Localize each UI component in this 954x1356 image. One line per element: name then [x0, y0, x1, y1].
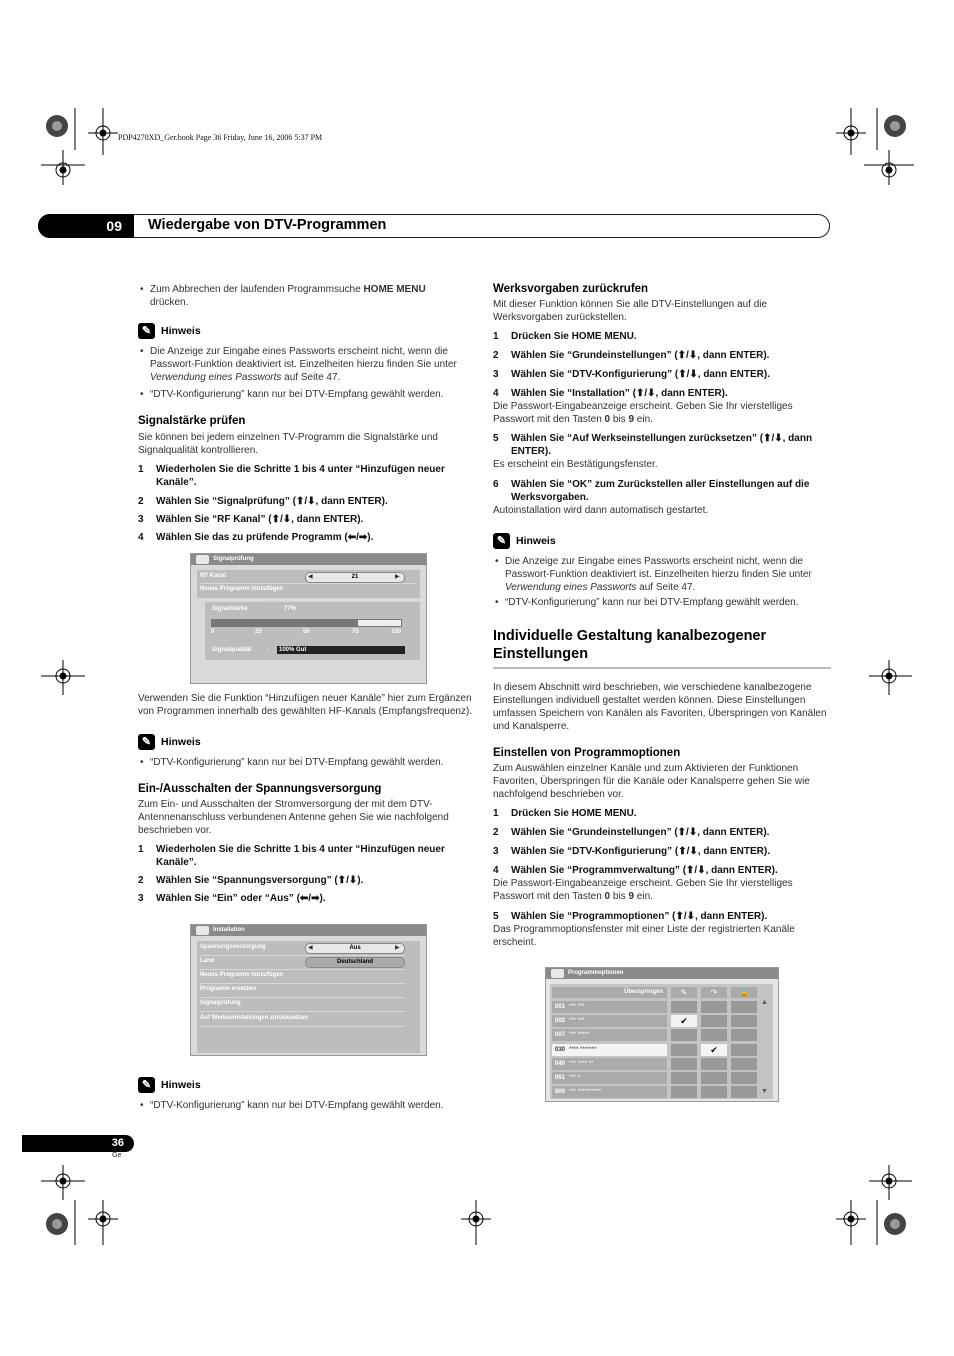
- skip-cell[interactable]: [671, 1015, 697, 1027]
- channel-number: 051: [555, 1075, 566, 1081]
- options-screen-title: Programmoptionen: [546, 968, 778, 979]
- note-pencil-icon: ✎: [138, 734, 155, 750]
- channel-name: *** *****: [569, 1032, 590, 1039]
- power-step-2: 2 Wählen Sie “Spannungsversorgung” (⬆/⬇).: [138, 875, 364, 886]
- lock-cell[interactable]: [731, 1072, 757, 1084]
- installation-screen: [190, 924, 427, 1056]
- signal-step-4: 4 Wählen Sie das zu prüfende Programm (⬅/➡).: [138, 532, 374, 543]
- reset-password-text: Die Passwort-Eingabeanzeige erscheint. Geben Sie Ihr vierstelliges Passwort mit den Tasten 0 bis 9 ein.: [493, 401, 793, 425]
- note-dtv-bullet-2: • “DTV-Konfigurierung” kann nur bei DTV-Empfang gewählt werden.: [138, 756, 478, 769]
- signal-body: Sie können bei jedem einzelnen TV-Programm die Signalstärke und Signalqualität kontrollieren.: [138, 432, 438, 456]
- reset-confirm-text: Es erscheint ein Bestätigungsfenster.: [493, 459, 658, 470]
- install-row-add[interactable]: Neues Programm hinzufügen: [200, 972, 405, 984]
- install-row-signal[interactable]: Signalprüfung: [200, 1000, 405, 1012]
- left-column-bottom: [138, 1077, 478, 1112]
- skip-cell[interactable]: [671, 1029, 697, 1041]
- channel-name: *** *: [569, 1075, 581, 1081]
- favorite-cell[interactable]: [701, 1029, 727, 1041]
- signal-screen-title: Signalprüfung: [191, 554, 426, 565]
- signal-test-screen: [190, 553, 427, 684]
- install-row-replace[interactable]: Programm ersetzen: [200, 986, 405, 998]
- options-step-1: 1 Drücken Sie HOME MENU.: [493, 808, 637, 819]
- note-pencil-icon: ✎: [138, 323, 155, 339]
- power-step-1: 1 Wiederholen Sie die Schritte 1 bis 4 unter “Hinzufügen neuer Kanäle”.: [138, 844, 445, 868]
- rf-channel-row: RF Kanal: [200, 573, 415, 584]
- pencil-icon: ✎: [671, 987, 697, 998]
- skip-cell[interactable]: [671, 1044, 697, 1056]
- channel-number: 030: [555, 1046, 566, 1053]
- skip-cell[interactable]: [671, 1001, 697, 1013]
- cancel-search-bullet: • Zum Abbrechen der laufenden Programmsuche HOME MENU drücken.: [138, 283, 478, 309]
- country-value[interactable]: Deutschland: [305, 957, 405, 968]
- note-dtv-bullet: • “DTV-Konfigurierung” kann nur bei DTV-Empfang gewählt werden.: [138, 388, 478, 401]
- strength-label: Signalstärke: [212, 606, 248, 612]
- chapter-title: Wiedergabe von DTV-Programmen: [148, 217, 387, 233]
- reset-step-4: 4 Wählen Sie “Installation” (⬆/⬇, dann ENTER).: [493, 388, 728, 399]
- options-step-3: 3 Wählen Sie “DTV-Konfigurierung” (⬆/⬇, dann ENTER).: [493, 846, 770, 857]
- installation-screen-title: Installation: [191, 925, 426, 936]
- options-step-4: 4 Wählen Sie “Programmverwaltung” (⬆/⬇, dann ENTER).: [493, 865, 778, 876]
- favorite-cell[interactable]: [701, 1086, 727, 1098]
- power-value[interactable]: Aus: [305, 943, 405, 954]
- scroll-up-icon[interactable]: ▲: [761, 999, 768, 1006]
- reset-step-6: 6 Wählen Sie “OK” zum Zurückstellen aller Einstellungen auf die Werksvorgaben.: [493, 479, 810, 503]
- favorite-cell[interactable]: [701, 1015, 727, 1027]
- channel-name: *** **********: [569, 1089, 602, 1096]
- table-row[interactable]: [552, 1058, 667, 1070]
- signal-step-3: 3 Wählen Sie “RF Kanal” (⬆/⬇, dann ENTER).: [138, 514, 364, 525]
- favorite-cell[interactable]: [701, 1072, 727, 1084]
- add-program-row[interactable]: Neues Programm hinzufügen: [200, 586, 284, 592]
- signal-step-2: 2 Wählen Sie “Signalprüfung” (⬆/⬇, dann ENTER).: [138, 496, 388, 507]
- arrow-left-icon[interactable]: ◀: [308, 574, 313, 580]
- note-heading-4: ✎ Hinweis: [493, 533, 831, 549]
- lock-cell[interactable]: [731, 1029, 757, 1041]
- page-number: 36: [22, 1135, 134, 1152]
- note-heading-3: ✎ Hinweis: [138, 1077, 478, 1093]
- reset-step-1: 1 Drücken Sie HOME MENU.: [493, 331, 637, 342]
- skip-cell[interactable]: [671, 1058, 697, 1070]
- skip-cell[interactable]: [671, 1086, 697, 1098]
- skip-cell[interactable]: [671, 1072, 697, 1084]
- left-column: [138, 283, 478, 544]
- power-body: Zum Ein- und Ausschalten der Stromversorgung der mit dem DTV-Antennenanschluss verbundenen Antenne gehen Sie wie nachfolgend beschrieben vor.: [138, 799, 449, 836]
- program-options-screen: [545, 967, 779, 1102]
- table-row[interactable]: [552, 1086, 667, 1098]
- options-step-2: 2 Wählen Sie “Grundeinstellungen” (⬆/⬇, dann ENTER).: [493, 827, 770, 838]
- options-step-5: 5 Wählen Sie “Programmoptionen” (⬆/⬇, dann ENTER).: [493, 911, 768, 922]
- table-row[interactable]: [552, 1029, 667, 1041]
- file-header: PDP4270XD_Ger.book Page 36 Friday, June 16, 2006 5:37 PM: [118, 133, 323, 142]
- note-heading: ✎ Hinweis: [138, 323, 478, 339]
- note-password-bullet-2: • Die Anzeige zur Eingabe eines Passworts erscheint nicht, wenn die Passwort-Funktion deaktiviert ist. Einzelheiten hierzu finden Sie unter Verwendung eines Passworts auf Seite 47.: [493, 555, 831, 594]
- checkmark-icon: ✔: [710, 1044, 718, 1055]
- strength-value: 77%: [284, 606, 297, 612]
- quality-label: Signalqualität: [212, 647, 252, 653]
- options-header-skip: Überspringen: [552, 987, 667, 998]
- signal-step-1: 1 Wiederholen Sie die Schritte 1 bis 4 unter “Hinzufügen neuer Kanäle”.: [138, 464, 445, 488]
- signal-after-text: Verwenden Sie die Funktion “Hinzufügen neuer Kanäle” hier zum Ergänzen von Programmen innerhalb des gewählten HF-Kanals (Empfangsfrequenz).: [138, 693, 473, 717]
- scroll-down-icon[interactable]: ▼: [761, 1088, 768, 1095]
- lock-cell[interactable]: [731, 1058, 757, 1070]
- rf-channel-value[interactable]: 21: [305, 572, 405, 583]
- section-body: In diesem Abschnitt wird beschrieben, wie verschiedene kanalbezogene Einstellungen individuell gestaltet werden können. Diese Einstellungen umfassen Speichern von Kanälen als Favoriten, Überspringen von Kanälen und Kanalsperre.: [493, 682, 827, 732]
- power-heading: Ein-/Ausschalten der Spannungsversorgung: [138, 783, 382, 795]
- note-heading-2: ✎ Hinweis: [138, 734, 478, 750]
- note-dtv-bullet-3: • “DTV-Konfigurierung” kann nur bei DTV-Empfang gewählt werden.: [138, 1099, 478, 1112]
- reset-step-2: 2 Wählen Sie “Grundeinstellungen” (⬆/⬇, dann ENTER).: [493, 350, 770, 361]
- lock-cell[interactable]: [731, 1001, 757, 1013]
- channel-number: 007: [555, 1032, 566, 1039]
- page-language: Ge: [112, 1152, 122, 1159]
- arrow-right-icon[interactable]: ▶: [395, 945, 400, 951]
- reset-step-3: 3 Wählen Sie “DTV-Konfigurierung” (⬆/⬇, dann ENTER).: [493, 369, 770, 380]
- channel-number: 040: [555, 1060, 566, 1067]
- lock-cell[interactable]: [731, 1086, 757, 1098]
- table-row[interactable]: [552, 1072, 667, 1084]
- channel-number: 002: [555, 1018, 566, 1025]
- channel-name: *** ***: [569, 1004, 585, 1010]
- skip-arrow-icon: ↷: [701, 987, 727, 998]
- strength-scale: 0 25 50 75 100: [211, 629, 402, 635]
- channel-name: **** *******: [569, 1046, 597, 1053]
- strength-separator: :: [271, 606, 273, 612]
- reset-step-5: 5 Wählen Sie “Auf Werkseinstellungen zurücksetzen” (⬆/⬇, dann ENTER).: [493, 433, 813, 457]
- reset-body: Mit dieser Funktion können Sie alle DTV-Einstellungen auf die Werksvorgaben zurückstellen.: [493, 299, 768, 323]
- arrow-left-icon[interactable]: ◀: [308, 945, 313, 951]
- left-column-lower: [138, 692, 478, 905]
- table-row[interactable]: [552, 1001, 667, 1013]
- note-pencil-icon: ✎: [138, 1077, 155, 1093]
- table-row[interactable]: [552, 1015, 667, 1027]
- favorite-cell[interactable]: [701, 1044, 727, 1056]
- install-row-power[interactable]: Spannungsversorgung: [200, 944, 405, 956]
- options-body: Zum Auswählen einzelner Kanäle und zum Aktivieren der Funktionen Favoriten, Überspringen für die Kanäle oder Kanalsperre gehen Sie wie nachfolgend beschrieben vor.: [493, 763, 810, 800]
- install-row-reset[interactable]: Auf Werkseinstellungen zurücksetzen: [200, 1015, 405, 1027]
- channel-number: 800: [555, 1089, 566, 1096]
- note-pencil-icon: ✎: [493, 533, 510, 549]
- strength-meter-fill: [212, 620, 358, 626]
- note-password-bullet: • Die Anzeige zur Eingabe eines Passworts erscheint nicht, wenn die Passwort-Funktion deaktiviert ist. Einzelheiten hierzu finden Sie unter Verwendung eines Passworts auf Seite 47.: [138, 345, 478, 384]
- checkmark-icon: ✔: [680, 1016, 688, 1027]
- lock-cell[interactable]: [731, 1044, 757, 1056]
- options-after-text: Das Programmoptionsfenster mit einer Liste der registrierten Kanäle erscheint.: [493, 924, 795, 948]
- table-row[interactable]: [552, 1044, 667, 1056]
- install-row-country[interactable]: Land: [200, 958, 405, 970]
- arrow-right-icon[interactable]: ▶: [395, 574, 400, 580]
- note-dtv-bullet-4: • “DTV-Konfigurierung” kann nur bei DTV-Empfang gewählt werden.: [493, 596, 831, 609]
- lock-cell[interactable]: [731, 1015, 757, 1027]
- quality-separator: :: [267, 647, 269, 653]
- power-step-3: 3 Wählen Sie “Ein” oder “Aus” (⬅/➡).: [138, 893, 326, 904]
- section-heading: Individuelle Gestaltung kanalbezogener Einstellungen: [493, 627, 831, 669]
- options-password-text: Die Passwort-Eingabeanzeige erscheint. Geben Sie Ihr vierstelliges Passwort mit den Tasten 0 bis 9 ein.: [493, 878, 793, 902]
- strength-meter: [211, 619, 402, 627]
- signal-heading: Signalstärke prüfen: [138, 415, 246, 427]
- right-column: [493, 283, 831, 949]
- channel-name: *** **** **: [569, 1060, 594, 1067]
- chapter-number: 09: [38, 214, 134, 238]
- quality-value: 100% Gut: [277, 646, 405, 654]
- options-heading: Einstellen von Programmoptionen: [493, 747, 681, 759]
- channel-name: *** ***: [569, 1018, 585, 1025]
- reset-autoinstall-text: Autoinstallation wird dann automatisch gestartet.: [493, 505, 709, 516]
- channel-number: 001: [555, 1004, 566, 1010]
- favorite-cell[interactable]: [701, 1058, 727, 1070]
- lock-icon: 🔒: [731, 987, 757, 998]
- favorite-cell[interactable]: [701, 1001, 727, 1013]
- reset-heading: Werksvorgaben zurückrufen: [493, 283, 649, 295]
